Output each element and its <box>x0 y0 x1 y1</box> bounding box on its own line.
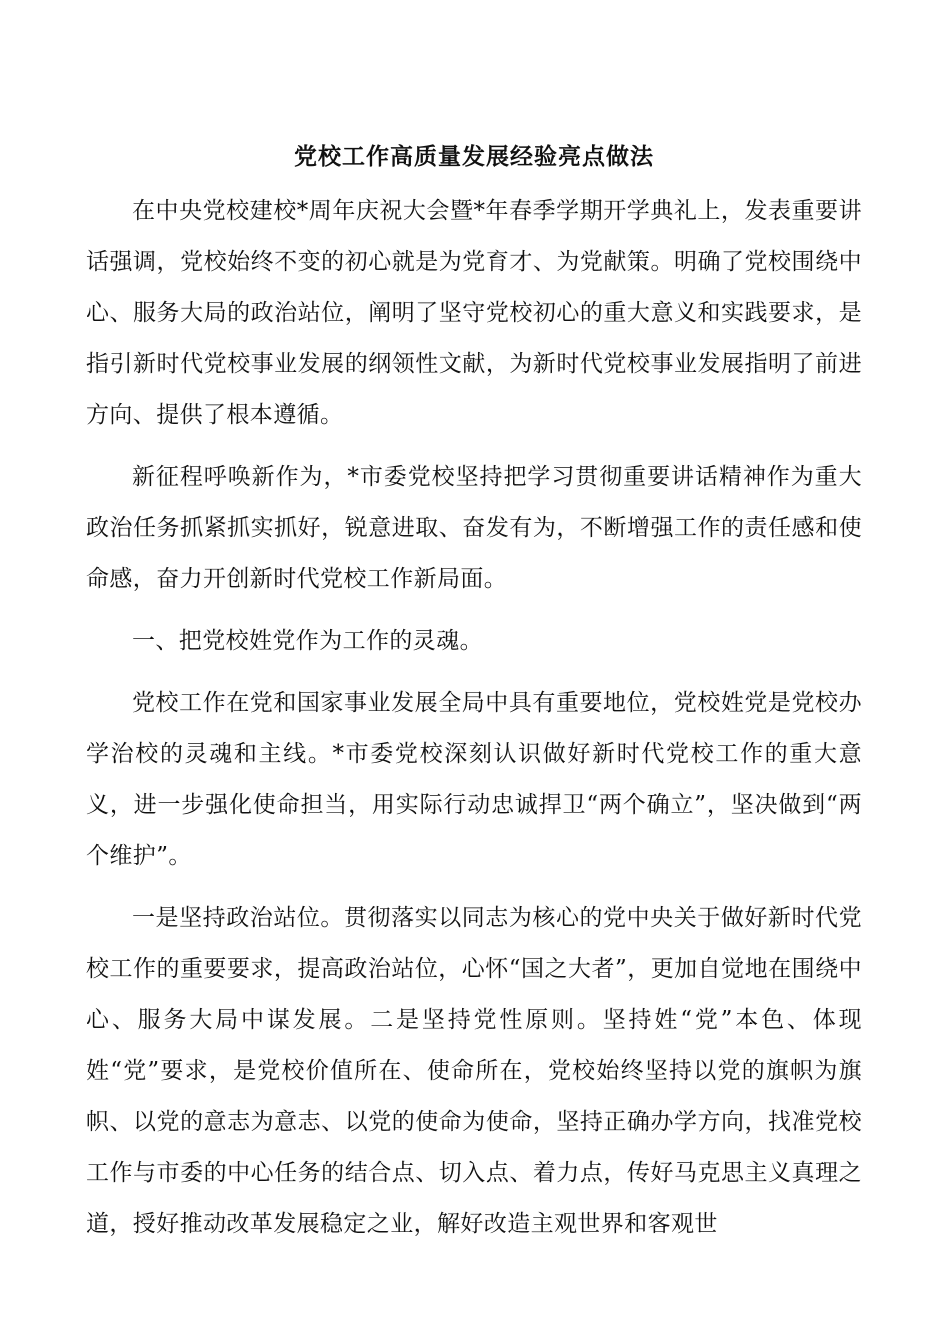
document-body <box>86 136 862 1261</box>
document-title: 党校工作高质量发展经验亮点做法 <box>294 143 654 170</box>
paragraph-party-school-status: 党校工作在党和国家事业发展全局中具有重要地位，党校姓党是党校办学治校的灵魂和主线。*市委党校深刻认识做好新时代党校工作的重大意义，进一步强化使命担当，用实际行动忠诚捍卫“两个确立”，坚决做到“两个维护”。 <box>86 690 862 869</box>
section-heading-1: 一、把党校姓党作为工作的灵魂。 <box>132 628 483 654</box>
paragraph-intro: 在中央党校建校*周年庆祝大会暨*年春季学期开学典礼上，发表重要讲话强调，党校始终不变的初心就是为党育才、为党献策。明确了党校围绕中心、服务大局的政治站位，阐明了坚守党校初心的重大意义和实践要求，是指引新时代党校事业发展的纲领性文献，为新时代党校事业发展指明了前进方向、提供了根本遵循。 <box>86 198 862 428</box>
paragraph-new-journey: 新征程呼唤新作为，*市委党校坚持把学习贯彻重要讲话精神作为重大政治任务抓紧抓实抓好，锐意进取、奋发有为，不断增强工作的责任感和使命感，奋力开创新时代党校工作新局面。 <box>86 464 862 592</box>
paragraph-political-stance: 一是坚持政治站位。贯彻落实以同志为核心的党中央关于做好新时代党校工作的重要要求，提高政治站位，心怀“国之大者”，更加自觉地在围绕中心、服务大局中谋发展。二是坚持党性原则。坚持姓“党”本色、体现姓“党”要求，是党校价值所在、使命所在，党校始终坚持以党的旗帜为旗帜、以党的意志为意志、以党的使命为使命，坚持正确办学方向，找准党校工作与市委的中心任务的结合点、切入点、着力点，传好马克思主义真理之道，授好推动改革发展稳定之业，解好改造主观世界和客观世 <box>86 905 862 1237</box>
